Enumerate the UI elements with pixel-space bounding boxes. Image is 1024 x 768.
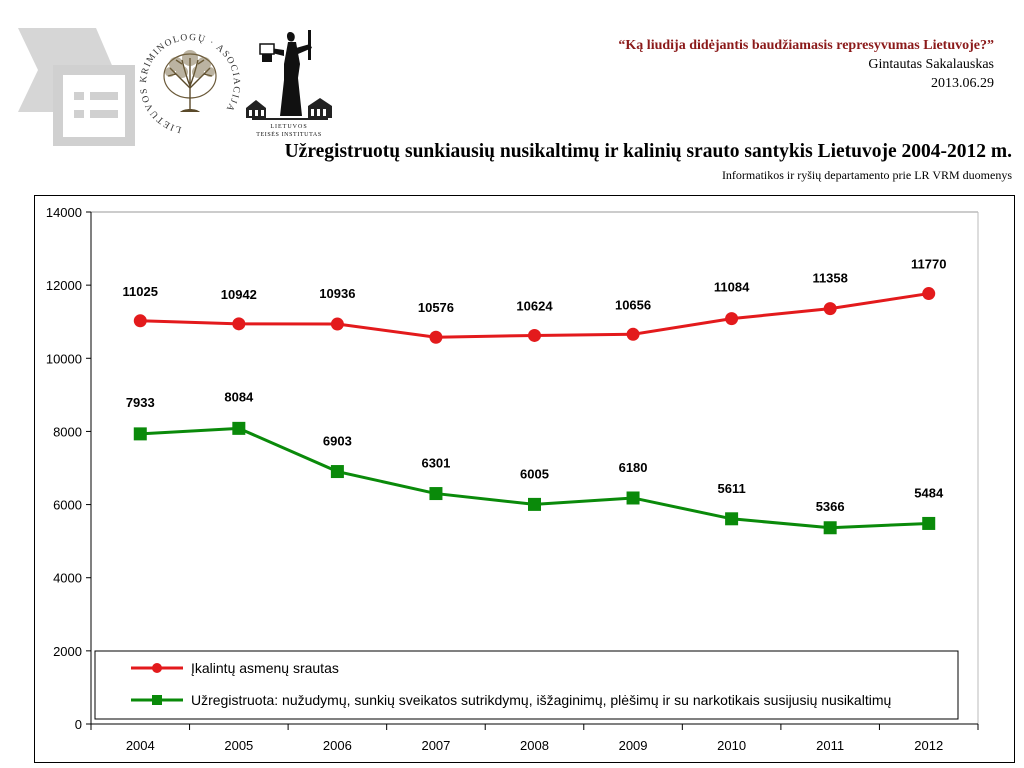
data-label: 6005 [520, 466, 549, 482]
series-point [725, 312, 738, 325]
x-tick-label: 2004 [125, 738, 155, 753]
x-tick-label: 2008 [520, 738, 549, 753]
series-point [331, 318, 344, 331]
chart-frame [34, 195, 1015, 763]
series-point [528, 498, 541, 511]
series-point [824, 302, 837, 315]
x-tick-label: 2009 [618, 738, 648, 753]
line-chart [35, 196, 1014, 762]
law-institute-logo [244, 24, 334, 140]
x-tick-label: 2011 [816, 738, 845, 753]
data-source-note: Informatikos ir ryšių departamento prie LR VRM duomenys [721, 168, 1012, 182]
data-label: 7933 [125, 394, 155, 410]
series-point [528, 329, 541, 342]
y-tick-label: 14000 [45, 205, 82, 220]
chart-title: Užregistruotų sunkiausių nusikaltimų ir kalinių srauto santykis Lietuvoje 2004-2012 m. [284, 141, 1012, 162]
series-point [627, 491, 640, 504]
series-point [134, 314, 147, 327]
y-tick-label: 6000 [53, 497, 82, 513]
header-info [618, 36, 994, 93]
legend-marker [152, 695, 162, 705]
series-point [429, 331, 442, 344]
y-tick-label: 4000 [53, 570, 82, 586]
data-label: 11025 [122, 283, 158, 299]
data-label: 6301 [421, 455, 451, 471]
legend-label: Įkalintų asmenų srautas [191, 660, 339, 676]
talk-date: 2013.06.29 [931, 76, 994, 91]
x-tick-label: 2006 [322, 738, 352, 753]
data-label: 6180 [618, 459, 648, 475]
series-point [429, 487, 442, 500]
x-tick-label: 2010 [717, 738, 747, 753]
legend-label: Užregistruota: nužudymų, sunkių sveikatos sutrikdymų, išžaginimų, plėšimų ir su narkotikais susijusių nusikaltimų [191, 692, 892, 708]
data-label: 11358 [812, 270, 848, 286]
svg-text:LIETUVOS: LIETUVOS [270, 124, 308, 130]
data-label: 10936 [319, 286, 356, 302]
series-point [134, 427, 147, 440]
data-label: 10656 [614, 297, 652, 313]
data-label: 11770 [911, 256, 947, 272]
series-point [232, 422, 245, 435]
series-point [922, 517, 935, 530]
data-label: 6903 [322, 433, 352, 449]
y-tick-label: 10000 [45, 351, 82, 367]
data-label: 5366 [815, 498, 845, 514]
talk-title: “Ką liudija didėjantis baudžiamasis represyvumas Lietuvoje?” [618, 38, 994, 53]
series-point [922, 287, 935, 300]
data-label: 5611 [717, 480, 746, 496]
data-label: 8084 [224, 389, 254, 405]
legend-marker [152, 663, 162, 673]
series-point [725, 512, 738, 525]
data-label: 10624 [516, 298, 553, 314]
data-label: 10576 [417, 300, 455, 316]
x-tick-label: 2007 [421, 738, 451, 753]
author-name: Gintautas Sakalauskas [868, 57, 994, 72]
data-label: 10942 [220, 286, 257, 302]
y-tick-label: 0 [74, 717, 82, 732]
series-point [627, 328, 640, 341]
document-list-icon [18, 28, 142, 146]
data-label: 5484 [914, 485, 944, 501]
y-tick-label: 2000 [53, 643, 82, 659]
series-point [331, 465, 344, 478]
criminologists-association-logo [136, 28, 244, 140]
svg-text:TEISĖS INSTITUTAS: TEISĖS INSTITUTAS [256, 132, 322, 138]
series-point [232, 317, 245, 330]
series-point [824, 521, 837, 534]
svg-text:LIETUVOS KRIMINOLOGŲ · ASOCIAC: LIETUVOS KRIMINOLOGŲ · ASOCIACIJA [138, 32, 242, 135]
y-tick-label: 8000 [53, 424, 82, 440]
data-label: 11084 [713, 279, 750, 295]
x-tick-label: 2012 [914, 738, 944, 753]
y-tick-label: 12000 [45, 278, 82, 294]
x-tick-label: 2005 [224, 738, 254, 753]
